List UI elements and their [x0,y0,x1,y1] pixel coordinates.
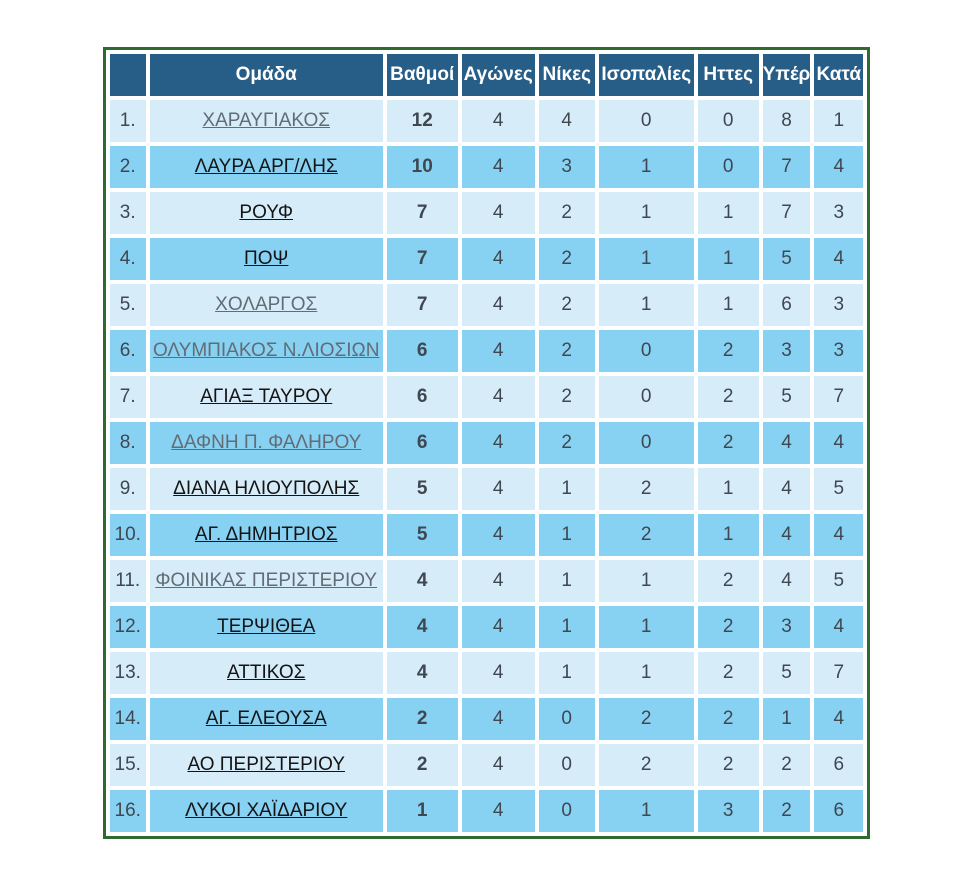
rank-cell: 13. [110,652,146,694]
goals-for-cell: 2 [763,744,811,786]
losses-cell: 1 [698,238,759,280]
goals-for-cell: 7 [763,192,811,234]
table-row [110,468,864,510]
draws-cell: 0 [599,376,694,418]
draws-cell: 0 [599,330,694,372]
games-cell: 4 [462,560,535,602]
points-cell: 7 [387,284,458,326]
points-cell: 10 [387,146,458,188]
table-body [110,100,864,832]
losses-cell: 2 [698,560,759,602]
games-cell: 4 [462,468,535,510]
standings-table [103,47,871,839]
rank-cell: 5. [110,284,146,326]
games-cell: 4 [462,606,535,648]
losses-cell: 2 [698,744,759,786]
draws-cell: 1 [599,192,694,234]
table-row [110,652,864,694]
team-cell [150,652,383,694]
goals-for-cell: 6 [763,284,811,326]
rank-cell: 16. [110,790,146,832]
column-header-goals_against: Κατά [814,54,863,96]
column-header-losses: Ηττες [698,54,759,96]
wins-cell: 1 [539,468,595,510]
losses-cell: 2 [698,606,759,648]
losses-cell: 1 [698,284,759,326]
losses-cell: 2 [698,422,759,464]
points-cell: 5 [387,468,458,510]
rank-cell: 7. [110,376,146,418]
team-link[interactable]: ΡΟΥΦ [239,202,294,223]
draws-cell: 0 [599,100,694,142]
goals-against-cell: 4 [814,514,863,556]
wins-cell: 0 [539,744,595,786]
points-cell: 4 [387,606,458,648]
table-header [110,54,864,96]
goals-for-cell: 8 [763,100,811,142]
draws-cell: 1 [599,560,694,602]
games-cell: 4 [462,698,535,740]
losses-cell: 3 [698,790,759,832]
rank-cell: 15. [110,744,146,786]
rank-cell: 9. [110,468,146,510]
team-link[interactable]: ΑΓΙΑΞ ΤΑΥΡΟΥ [200,386,333,407]
rank-cell: 1. [110,100,146,142]
team-link[interactable]: ΑΟ ΠΕΡΙΣΤΕΡΙΟΥ [187,754,345,775]
table-row [110,744,864,786]
team-cell [150,376,383,418]
team-link[interactable]: ΔΑΦΝΗ Π. ΦΑΛΗΡΟΥ [171,432,362,453]
table-row [110,606,864,648]
goals-against-cell: 7 [814,376,863,418]
draws-cell: 2 [599,514,694,556]
team-link[interactable]: ΔΙΑΝΑ ΗΛΙΟΥΠΟΛΗΣ [173,478,360,499]
games-cell: 4 [462,146,535,188]
rank-cell: 8. [110,422,146,464]
rank-cell: 11. [110,560,146,602]
column-header-wins: Νίκες [539,54,595,96]
column-header-points: Βαθμοί [387,54,458,96]
draws-cell: 1 [599,606,694,648]
team-cell [150,790,383,832]
losses-cell: 0 [698,146,759,188]
wins-cell: 0 [539,790,595,832]
team-link[interactable]: ΑΤΤΙΚΟΣ [227,662,306,683]
goals-for-cell: 5 [763,238,811,280]
team-cell [150,468,383,510]
goals-against-cell: 6 [814,744,863,786]
losses-cell: 0 [698,100,759,142]
goals-for-cell: 5 [763,652,811,694]
wins-cell: 2 [539,422,595,464]
team-cell [150,698,383,740]
points-cell: 4 [387,560,458,602]
team-cell [150,192,383,234]
wins-cell: 1 [539,606,595,648]
wins-cell: 4 [539,100,595,142]
points-cell: 5 [387,514,458,556]
team-link[interactable]: ΑΓ. ΔΗΜΗΤΡΙΟΣ [194,524,338,545]
losses-cell: 1 [698,192,759,234]
goals-against-cell: 3 [814,330,863,372]
draws-cell: 1 [599,284,694,326]
losses-cell: 2 [698,330,759,372]
team-link[interactable]: ΠΟΨ [244,248,289,269]
points-cell: 1 [387,790,458,832]
team-link[interactable]: ΛΥΚΟΙ ΧΑΪΔΑΡΙΟΥ [185,800,348,821]
column-header-team: Ομάδα [150,54,383,96]
goals-against-cell: 4 [814,698,863,740]
wins-cell: 3 [539,146,595,188]
goals-for-cell: 3 [763,330,811,372]
column-header-goals_for: Υπέρ [763,54,811,96]
team-cell [150,606,383,648]
losses-cell: 2 [698,698,759,740]
points-cell: 2 [387,744,458,786]
games-cell: 4 [462,514,535,556]
games-cell: 4 [462,192,535,234]
rank-cell: 10. [110,514,146,556]
points-cell: 4 [387,652,458,694]
draws-cell: 1 [599,146,694,188]
points-cell: 6 [387,330,458,372]
goals-against-cell: 4 [814,146,863,188]
draws-cell: 2 [599,744,694,786]
goals-for-cell: 2 [763,790,811,832]
table-row [110,192,864,234]
team-cell [150,100,383,142]
table-row [110,422,864,464]
goals-for-cell: 4 [763,514,811,556]
table-row [110,560,864,602]
games-cell: 4 [462,744,535,786]
table-row [110,514,864,556]
wins-cell: 2 [539,192,595,234]
wins-cell: 1 [539,652,595,694]
points-cell: 7 [387,238,458,280]
goals-for-cell: 5 [763,376,811,418]
goals-against-cell: 5 [814,468,863,510]
team-link[interactable]: ΧΟΛΑΡΓΟΣ [215,294,318,315]
team-link[interactable]: ΦΟΙΝΙΚΑΣ ΠΕΡΙΣΤΕΡΙΟΥ [155,570,378,591]
games-cell: 4 [462,652,535,694]
goals-against-cell: 7 [814,652,863,694]
games-cell: 4 [462,284,535,326]
wins-cell: 2 [539,238,595,280]
team-cell [150,284,383,326]
rank-cell: 3. [110,192,146,234]
goals-against-cell: 4 [814,422,863,464]
team-link[interactable]: ΑΓ. ΕΛΕΟΥΣΑ [205,708,327,729]
games-cell: 4 [462,330,535,372]
column-header-draws: Ισοπαλίες [599,54,694,96]
draws-cell: 1 [599,238,694,280]
goals-for-cell: 4 [763,560,811,602]
draws-cell: 0 [599,422,694,464]
points-cell: 7 [387,192,458,234]
team-cell [150,330,383,372]
goals-for-cell: 1 [763,698,811,740]
wins-cell: 2 [539,330,595,372]
goals-against-cell: 4 [814,238,863,280]
rank-cell: 6. [110,330,146,372]
wins-cell: 1 [539,514,595,556]
table-row [110,790,864,832]
rank-cell: 4. [110,238,146,280]
goals-for-cell: 4 [763,468,811,510]
losses-cell: 2 [698,652,759,694]
goals-against-cell: 6 [814,790,863,832]
wins-cell: 0 [539,698,595,740]
table-row [110,146,864,188]
goals-for-cell: 3 [763,606,811,648]
team-link[interactable]: ΟΛΥΜΠΙΑΚΟΣ Ν.ΛΙΟΣΙΩΝ [152,340,380,361]
draws-cell: 1 [599,652,694,694]
points-cell: 6 [387,422,458,464]
table-row [110,698,864,740]
goals-against-cell: 3 [814,284,863,326]
table-row [110,284,864,326]
team-cell [150,560,383,602]
header-row [110,54,864,96]
team-cell [150,744,383,786]
team-cell [150,238,383,280]
goals-against-cell: 1 [814,100,863,142]
losses-cell: 2 [698,376,759,418]
wins-cell: 2 [539,376,595,418]
team-link[interactable]: ΛΑΥΡΑ ΑΡΓ/ΛΗΣ [194,156,338,177]
games-cell: 4 [462,100,535,142]
column-header-rank [110,54,146,96]
draws-cell: 2 [599,698,694,740]
games-cell: 4 [462,376,535,418]
goals-for-cell: 7 [763,146,811,188]
team-cell [150,422,383,464]
rank-cell: 14. [110,698,146,740]
points-cell: 2 [387,698,458,740]
wins-cell: 1 [539,560,595,602]
draws-cell: 1 [599,790,694,832]
losses-cell: 1 [698,468,759,510]
team-link[interactable]: ΤΕΡΨΙΘΕΑ [217,616,316,637]
table-row [110,238,864,280]
draws-cell: 2 [599,468,694,510]
goals-against-cell: 5 [814,560,863,602]
rank-cell: 12. [110,606,146,648]
wins-cell: 2 [539,284,595,326]
column-header-games: Αγώνες [462,54,535,96]
goals-against-cell: 4 [814,606,863,648]
table-row [110,376,864,418]
table-row [110,330,864,372]
team-link[interactable]: ΧΑΡΑΥΓΙΑΚΟΣ [202,110,330,131]
losses-cell: 1 [698,514,759,556]
team-cell [150,514,383,556]
goals-against-cell: 3 [814,192,863,234]
rank-cell: 2. [110,146,146,188]
team-cell [150,146,383,188]
points-cell: 6 [387,376,458,418]
goals-for-cell: 4 [763,422,811,464]
games-cell: 4 [462,238,535,280]
games-cell: 4 [462,790,535,832]
games-cell: 4 [462,422,535,464]
points-cell: 12 [387,100,458,142]
table-row [110,100,864,142]
